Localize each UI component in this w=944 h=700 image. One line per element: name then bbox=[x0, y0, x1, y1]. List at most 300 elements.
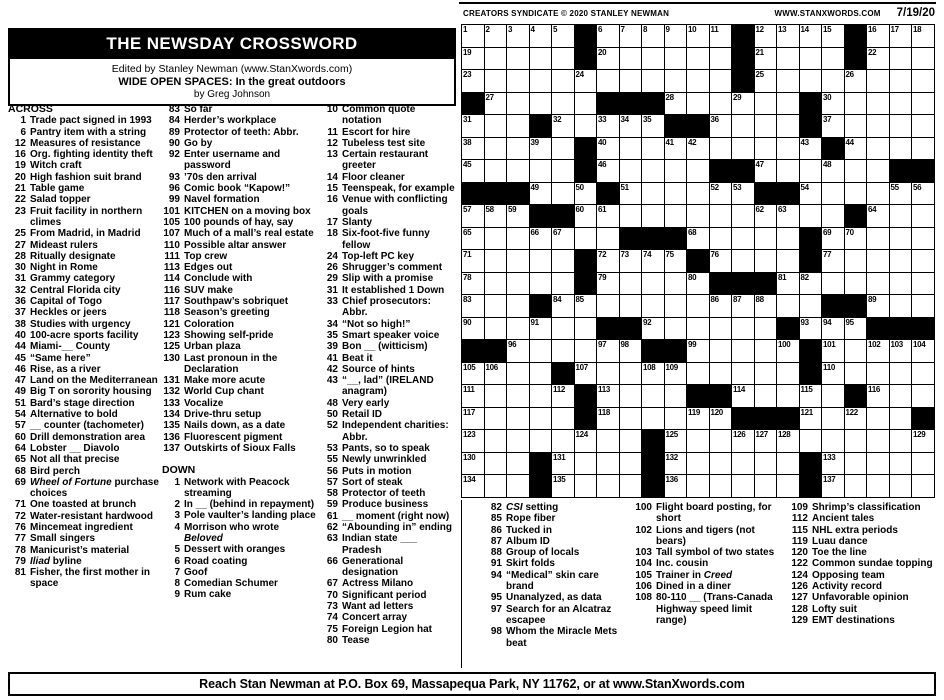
grid-cell[interactable] bbox=[845, 115, 867, 137]
grid-cell[interactable] bbox=[597, 160, 619, 182]
grid-cell[interactable] bbox=[710, 205, 732, 227]
grid-cell[interactable] bbox=[732, 295, 754, 317]
grid-cell[interactable] bbox=[822, 408, 844, 430]
grid-cell[interactable] bbox=[530, 25, 552, 47]
grid-cell[interactable] bbox=[822, 430, 844, 452]
grid-cell[interactable] bbox=[642, 70, 664, 92]
grid-cell[interactable] bbox=[777, 228, 799, 250]
grid-cell[interactable] bbox=[485, 250, 507, 272]
grid-cell[interactable] bbox=[642, 138, 664, 160]
grid-cell[interactable] bbox=[777, 25, 799, 47]
grid-cell[interactable] bbox=[620, 205, 642, 227]
grid-cell[interactable] bbox=[912, 250, 934, 272]
grid-cell[interactable] bbox=[912, 295, 934, 317]
grid-cell[interactable] bbox=[642, 295, 664, 317]
grid-cell[interactable] bbox=[890, 453, 912, 475]
grid-cell[interactable] bbox=[552, 160, 574, 182]
grid-cell[interactable] bbox=[755, 475, 777, 497]
grid-cell[interactable] bbox=[485, 93, 507, 115]
grid-cell[interactable] bbox=[867, 25, 889, 47]
grid-cell[interactable] bbox=[485, 408, 507, 430]
grid-cell[interactable] bbox=[912, 273, 934, 295]
grid-cell[interactable] bbox=[777, 340, 799, 362]
grid-cell[interactable] bbox=[912, 115, 934, 137]
grid-cell[interactable] bbox=[530, 183, 552, 205]
grid-cell[interactable] bbox=[665, 250, 687, 272]
grid-cell[interactable] bbox=[912, 228, 934, 250]
grid-cell[interactable] bbox=[665, 93, 687, 115]
grid-cell[interactable] bbox=[755, 70, 777, 92]
grid-cell[interactable] bbox=[642, 318, 664, 340]
grid-cell[interactable] bbox=[777, 385, 799, 407]
grid-cell[interactable] bbox=[912, 183, 934, 205]
grid-cell[interactable] bbox=[575, 340, 597, 362]
grid-cell[interactable] bbox=[867, 475, 889, 497]
grid-cell[interactable] bbox=[530, 273, 552, 295]
grid-cell[interactable] bbox=[530, 340, 552, 362]
grid-cell[interactable] bbox=[777, 475, 799, 497]
grid-cell[interactable] bbox=[552, 295, 574, 317]
grid-cell[interactable] bbox=[485, 70, 507, 92]
grid-cell[interactable] bbox=[687, 318, 709, 340]
grid-cell[interactable] bbox=[620, 475, 642, 497]
grid-cell[interactable] bbox=[462, 295, 484, 317]
grid-cell[interactable] bbox=[710, 228, 732, 250]
grid-cell[interactable] bbox=[867, 273, 889, 295]
grid-cell[interactable] bbox=[462, 318, 484, 340]
grid-cell[interactable] bbox=[575, 205, 597, 227]
grid-cell[interactable] bbox=[822, 273, 844, 295]
grid-cell[interactable] bbox=[642, 273, 664, 295]
grid-cell[interactable] bbox=[777, 48, 799, 70]
grid-cell[interactable] bbox=[777, 138, 799, 160]
grid-cell[interactable] bbox=[620, 160, 642, 182]
grid-cell[interactable] bbox=[665, 475, 687, 497]
grid-cell[interactable] bbox=[485, 295, 507, 317]
grid-cell[interactable] bbox=[507, 25, 529, 47]
grid-cell[interactable] bbox=[845, 93, 867, 115]
grid-cell[interactable] bbox=[507, 340, 529, 362]
grid-cell[interactable] bbox=[822, 475, 844, 497]
grid-cell[interactable] bbox=[845, 430, 867, 452]
grid-cell[interactable] bbox=[575, 70, 597, 92]
grid-cell[interactable] bbox=[800, 430, 822, 452]
grid-cell[interactable] bbox=[687, 340, 709, 362]
grid-cell[interactable] bbox=[462, 48, 484, 70]
grid-cell[interactable] bbox=[462, 273, 484, 295]
grid-cell[interactable] bbox=[800, 70, 822, 92]
grid-cell[interactable] bbox=[575, 363, 597, 385]
grid-cell[interactable] bbox=[867, 363, 889, 385]
grid-cell[interactable] bbox=[710, 363, 732, 385]
grid-cell[interactable] bbox=[597, 295, 619, 317]
grid-cell[interactable] bbox=[597, 25, 619, 47]
grid-cell[interactable] bbox=[867, 430, 889, 452]
grid-cell[interactable] bbox=[710, 70, 732, 92]
grid-cell[interactable] bbox=[755, 340, 777, 362]
grid-cell[interactable] bbox=[732, 363, 754, 385]
grid-cell[interactable] bbox=[687, 475, 709, 497]
grid-cell[interactable] bbox=[665, 318, 687, 340]
grid-cell[interactable] bbox=[890, 340, 912, 362]
grid-cell[interactable] bbox=[552, 93, 574, 115]
grid-cell[interactable] bbox=[507, 160, 529, 182]
grid-cell[interactable] bbox=[597, 430, 619, 452]
grid-cell[interactable] bbox=[665, 430, 687, 452]
grid-cell[interactable] bbox=[710, 453, 732, 475]
grid-cell[interactable] bbox=[462, 115, 484, 137]
grid-cell[interactable] bbox=[755, 25, 777, 47]
grid-cell[interactable] bbox=[755, 115, 777, 137]
grid-cell[interactable] bbox=[710, 318, 732, 340]
grid-cell[interactable] bbox=[507, 93, 529, 115]
grid-cell[interactable] bbox=[687, 25, 709, 47]
grid-cell[interactable] bbox=[620, 48, 642, 70]
grid-cell[interactable] bbox=[530, 70, 552, 92]
grid-cell[interactable] bbox=[755, 160, 777, 182]
grid-cell[interactable] bbox=[890, 115, 912, 137]
grid-cell[interactable] bbox=[620, 273, 642, 295]
grid-cell[interactable] bbox=[800, 138, 822, 160]
grid-cell[interactable] bbox=[642, 408, 664, 430]
grid-cell[interactable] bbox=[620, 385, 642, 407]
grid-cell[interactable] bbox=[755, 138, 777, 160]
grid-cell[interactable] bbox=[777, 250, 799, 272]
grid-cell[interactable] bbox=[575, 93, 597, 115]
grid-cell[interactable] bbox=[755, 430, 777, 452]
grid-cell[interactable] bbox=[552, 183, 574, 205]
grid-cell[interactable] bbox=[642, 25, 664, 47]
grid-cell[interactable] bbox=[620, 363, 642, 385]
grid-cell[interactable] bbox=[507, 228, 529, 250]
grid-cell[interactable] bbox=[732, 93, 754, 115]
grid-cell[interactable] bbox=[665, 273, 687, 295]
grid-cell[interactable] bbox=[687, 93, 709, 115]
grid-cell[interactable] bbox=[755, 93, 777, 115]
grid-cell[interactable] bbox=[890, 70, 912, 92]
grid-cell[interactable] bbox=[867, 408, 889, 430]
grid-cell[interactable] bbox=[642, 160, 664, 182]
grid-cell[interactable] bbox=[642, 250, 664, 272]
grid-cell[interactable] bbox=[732, 318, 754, 340]
grid-cell[interactable] bbox=[867, 93, 889, 115]
grid-cell[interactable] bbox=[462, 453, 484, 475]
grid-cell[interactable] bbox=[755, 205, 777, 227]
grid-cell[interactable] bbox=[665, 295, 687, 317]
grid-cell[interactable] bbox=[710, 48, 732, 70]
grid-cell[interactable] bbox=[507, 408, 529, 430]
grid-cell[interactable] bbox=[755, 295, 777, 317]
grid-cell[interactable] bbox=[507, 250, 529, 272]
grid-cell[interactable] bbox=[845, 250, 867, 272]
grid-cell[interactable] bbox=[710, 340, 732, 362]
grid-cell[interactable] bbox=[890, 228, 912, 250]
grid-cell[interactable] bbox=[822, 453, 844, 475]
grid-cell[interactable] bbox=[732, 453, 754, 475]
grid-cell[interactable] bbox=[665, 363, 687, 385]
grid-cell[interactable] bbox=[620, 295, 642, 317]
grid-cell[interactable] bbox=[732, 228, 754, 250]
grid-cell[interactable] bbox=[845, 138, 867, 160]
grid-cell[interactable] bbox=[620, 70, 642, 92]
grid-cell[interactable] bbox=[597, 250, 619, 272]
grid-cell[interactable] bbox=[620, 408, 642, 430]
grid-cell[interactable] bbox=[507, 453, 529, 475]
grid-cell[interactable] bbox=[485, 115, 507, 137]
grid-cell[interactable] bbox=[890, 385, 912, 407]
grid-cell[interactable] bbox=[575, 475, 597, 497]
grid-cell[interactable] bbox=[507, 295, 529, 317]
grid-cell[interactable] bbox=[530, 160, 552, 182]
grid-cell[interactable] bbox=[710, 25, 732, 47]
grid-cell[interactable] bbox=[665, 25, 687, 47]
grid-cell[interactable] bbox=[822, 115, 844, 137]
grid-cell[interactable] bbox=[867, 205, 889, 227]
grid-cell[interactable] bbox=[845, 70, 867, 92]
grid-cell[interactable] bbox=[800, 183, 822, 205]
grid-cell[interactable] bbox=[687, 430, 709, 452]
grid-cell[interactable] bbox=[687, 48, 709, 70]
grid-cell[interactable] bbox=[575, 228, 597, 250]
grid-cell[interactable] bbox=[822, 183, 844, 205]
grid-cell[interactable] bbox=[552, 250, 574, 272]
grid-cell[interactable] bbox=[575, 453, 597, 475]
grid-cell[interactable] bbox=[710, 295, 732, 317]
grid-cell[interactable] bbox=[485, 430, 507, 452]
grid-cell[interactable] bbox=[912, 340, 934, 362]
grid-cell[interactable] bbox=[485, 228, 507, 250]
grid-cell[interactable] bbox=[822, 93, 844, 115]
grid-cell[interactable] bbox=[552, 48, 574, 70]
grid-cell[interactable] bbox=[710, 138, 732, 160]
grid-cell[interactable] bbox=[507, 115, 529, 137]
grid-cell[interactable] bbox=[507, 385, 529, 407]
grid-cell[interactable] bbox=[867, 295, 889, 317]
grid-cell[interactable] bbox=[822, 318, 844, 340]
grid-cell[interactable] bbox=[845, 475, 867, 497]
grid-cell[interactable] bbox=[597, 228, 619, 250]
grid-cell[interactable] bbox=[732, 250, 754, 272]
grid-cell[interactable] bbox=[800, 318, 822, 340]
grid-cell[interactable] bbox=[642, 363, 664, 385]
grid-cell[interactable] bbox=[777, 70, 799, 92]
grid-cell[interactable] bbox=[755, 385, 777, 407]
grid-cell[interactable] bbox=[665, 205, 687, 227]
grid-cell[interactable] bbox=[462, 70, 484, 92]
grid-cell[interactable] bbox=[552, 318, 574, 340]
grid-cell[interactable] bbox=[665, 70, 687, 92]
grid-cell[interactable] bbox=[485, 453, 507, 475]
grid-cell[interactable] bbox=[822, 385, 844, 407]
grid-cell[interactable] bbox=[552, 115, 574, 137]
grid-cell[interactable] bbox=[890, 475, 912, 497]
grid-cell[interactable] bbox=[912, 25, 934, 47]
grid-cell[interactable] bbox=[687, 205, 709, 227]
grid-cell[interactable] bbox=[597, 70, 619, 92]
grid-cell[interactable] bbox=[890, 93, 912, 115]
grid-cell[interactable] bbox=[867, 183, 889, 205]
grid-cell[interactable] bbox=[890, 363, 912, 385]
grid-cell[interactable] bbox=[642, 48, 664, 70]
grid-cell[interactable] bbox=[507, 273, 529, 295]
grid-cell[interactable] bbox=[867, 340, 889, 362]
grid-cell[interactable] bbox=[755, 48, 777, 70]
grid-cell[interactable] bbox=[597, 48, 619, 70]
grid-cell[interactable] bbox=[867, 453, 889, 475]
grid-cell[interactable] bbox=[462, 385, 484, 407]
grid-cell[interactable] bbox=[530, 318, 552, 340]
grid-cell[interactable] bbox=[620, 340, 642, 362]
grid-cell[interactable] bbox=[822, 228, 844, 250]
grid-cell[interactable] bbox=[552, 475, 574, 497]
grid-cell[interactable] bbox=[845, 408, 867, 430]
grid-cell[interactable] bbox=[777, 93, 799, 115]
grid-cell[interactable] bbox=[710, 408, 732, 430]
grid-cell[interactable] bbox=[687, 160, 709, 182]
grid-cell[interactable] bbox=[867, 160, 889, 182]
grid-cell[interactable] bbox=[800, 273, 822, 295]
grid-cell[interactable] bbox=[687, 295, 709, 317]
grid-cell[interactable] bbox=[867, 70, 889, 92]
grid-cell[interactable] bbox=[462, 363, 484, 385]
grid-cell[interactable] bbox=[462, 228, 484, 250]
grid-cell[interactable] bbox=[800, 385, 822, 407]
grid-cell[interactable] bbox=[912, 205, 934, 227]
grid-cell[interactable] bbox=[462, 205, 484, 227]
grid-cell[interactable] bbox=[822, 25, 844, 47]
grid-cell[interactable] bbox=[485, 273, 507, 295]
grid-cell[interactable] bbox=[800, 205, 822, 227]
grid-cell[interactable] bbox=[845, 160, 867, 182]
grid-cell[interactable] bbox=[687, 138, 709, 160]
grid-cell[interactable] bbox=[777, 115, 799, 137]
grid-cell[interactable] bbox=[597, 385, 619, 407]
grid-cell[interactable] bbox=[485, 25, 507, 47]
grid-cell[interactable] bbox=[755, 363, 777, 385]
grid-cell[interactable] bbox=[867, 115, 889, 137]
grid-cell[interactable] bbox=[732, 205, 754, 227]
grid-cell[interactable] bbox=[462, 250, 484, 272]
grid-cell[interactable] bbox=[710, 430, 732, 452]
grid-cell[interactable] bbox=[552, 138, 574, 160]
grid-cell[interactable] bbox=[462, 138, 484, 160]
grid-cell[interactable] bbox=[620, 138, 642, 160]
grid-cell[interactable] bbox=[845, 273, 867, 295]
grid-cell[interactable] bbox=[710, 93, 732, 115]
grid-cell[interactable] bbox=[620, 183, 642, 205]
grid-cell[interactable] bbox=[552, 385, 574, 407]
grid-cell[interactable] bbox=[552, 25, 574, 47]
grid-cell[interactable] bbox=[597, 138, 619, 160]
grid-cell[interactable] bbox=[687, 363, 709, 385]
grid-cell[interactable] bbox=[485, 363, 507, 385]
grid-cell[interactable] bbox=[822, 250, 844, 272]
grid-cell[interactable] bbox=[597, 408, 619, 430]
grid-cell[interactable] bbox=[530, 408, 552, 430]
grid-cell[interactable] bbox=[777, 205, 799, 227]
grid-cell[interactable] bbox=[845, 363, 867, 385]
grid-cell[interactable] bbox=[620, 115, 642, 137]
grid-cell[interactable] bbox=[507, 70, 529, 92]
grid-cell[interactable] bbox=[485, 475, 507, 497]
grid-cell[interactable] bbox=[912, 48, 934, 70]
grid-cell[interactable] bbox=[755, 250, 777, 272]
grid-cell[interactable] bbox=[822, 205, 844, 227]
grid-cell[interactable] bbox=[665, 160, 687, 182]
grid-cell[interactable] bbox=[597, 115, 619, 137]
grid-cell[interactable] bbox=[462, 430, 484, 452]
grid-cell[interactable] bbox=[912, 138, 934, 160]
grid-cell[interactable] bbox=[777, 295, 799, 317]
grid-cell[interactable] bbox=[530, 48, 552, 70]
grid-cell[interactable] bbox=[552, 228, 574, 250]
grid-cell[interactable] bbox=[530, 250, 552, 272]
grid-cell[interactable] bbox=[642, 115, 664, 137]
grid-cell[interactable] bbox=[845, 183, 867, 205]
grid-cell[interactable] bbox=[507, 48, 529, 70]
grid-cell[interactable] bbox=[575, 430, 597, 452]
grid-cell[interactable] bbox=[507, 138, 529, 160]
grid-cell[interactable] bbox=[597, 205, 619, 227]
grid-cell[interactable] bbox=[732, 115, 754, 137]
grid-cell[interactable] bbox=[755, 228, 777, 250]
grid-cell[interactable] bbox=[507, 363, 529, 385]
grid-cell[interactable] bbox=[687, 453, 709, 475]
grid-cell[interactable] bbox=[890, 295, 912, 317]
grid-cell[interactable] bbox=[620, 453, 642, 475]
grid-cell[interactable] bbox=[822, 70, 844, 92]
grid-cell[interactable] bbox=[800, 25, 822, 47]
grid-cell[interactable] bbox=[462, 160, 484, 182]
grid-cell[interactable] bbox=[777, 273, 799, 295]
grid-cell[interactable] bbox=[687, 70, 709, 92]
grid-cell[interactable] bbox=[912, 430, 934, 452]
grid-cell[interactable] bbox=[687, 273, 709, 295]
grid-cell[interactable] bbox=[552, 70, 574, 92]
grid-cell[interactable] bbox=[777, 453, 799, 475]
grid-cell[interactable] bbox=[777, 363, 799, 385]
grid-cell[interactable] bbox=[912, 475, 934, 497]
grid-cell[interactable] bbox=[845, 228, 867, 250]
grid-cell[interactable] bbox=[822, 160, 844, 182]
grid-cell[interactable] bbox=[552, 340, 574, 362]
grid-cell[interactable] bbox=[485, 138, 507, 160]
grid-cell[interactable] bbox=[912, 70, 934, 92]
grid-cell[interactable] bbox=[845, 340, 867, 362]
grid-cell[interactable] bbox=[845, 318, 867, 340]
grid-cell[interactable] bbox=[552, 273, 574, 295]
grid-cell[interactable] bbox=[575, 115, 597, 137]
grid-cell[interactable] bbox=[462, 408, 484, 430]
grid-cell[interactable] bbox=[597, 340, 619, 362]
grid-cell[interactable] bbox=[575, 295, 597, 317]
grid-cell[interactable] bbox=[575, 318, 597, 340]
grid-cell[interactable] bbox=[890, 25, 912, 47]
grid-cell[interactable] bbox=[530, 138, 552, 160]
grid-cell[interactable] bbox=[485, 385, 507, 407]
grid-cell[interactable] bbox=[800, 295, 822, 317]
grid-cell[interactable] bbox=[867, 138, 889, 160]
grid-cell[interactable] bbox=[530, 228, 552, 250]
grid-cell[interactable] bbox=[597, 363, 619, 385]
grid-cell[interactable] bbox=[485, 205, 507, 227]
grid-cell[interactable] bbox=[890, 205, 912, 227]
grid-cell[interactable] bbox=[867, 228, 889, 250]
grid-cell[interactable] bbox=[732, 385, 754, 407]
grid-cell[interactable] bbox=[597, 475, 619, 497]
grid-cell[interactable] bbox=[732, 183, 754, 205]
grid-cell[interactable] bbox=[687, 228, 709, 250]
